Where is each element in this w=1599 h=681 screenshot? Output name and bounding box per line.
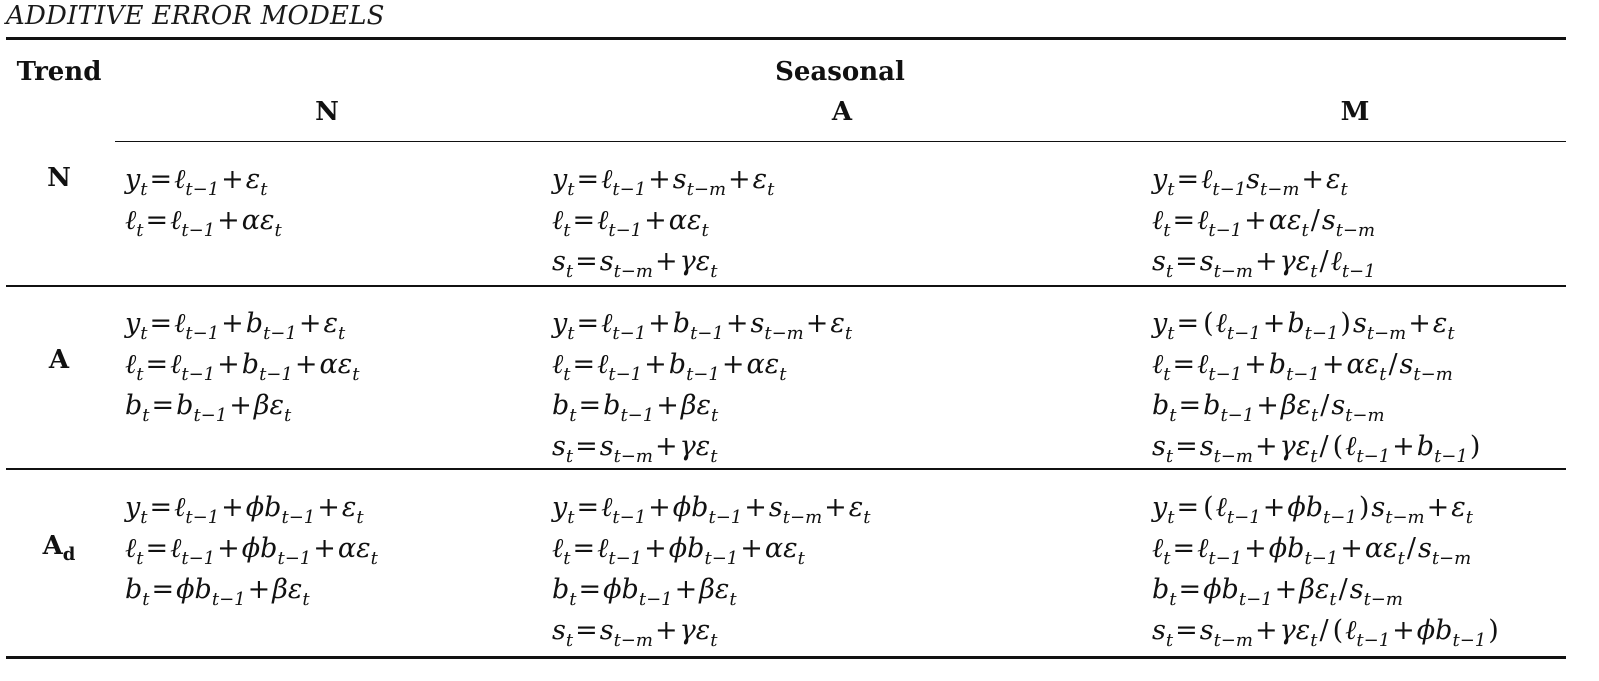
seasonal-subheader-rule: [115, 141, 1566, 142]
seasonal-header: Seasonal: [775, 57, 905, 87]
equation-line: $\ell_t=\ell_{t-1}+b_{t-1}+\alpha\varepsilon_t/s_{t-m}$: [1152, 349, 1453, 385]
equation-line: $\ell_t=\ell_{t-1}+\alpha\varepsilon_t$: [125, 205, 282, 241]
equation-line: $y_t=\ell_{t-1}+b_{t-1}+\varepsilon_t$: [125, 308, 346, 344]
equation-line: $y_t=\ell_{t-1}+\phi b_{t-1}+s_{t-m}+\varepsilon_t$: [552, 492, 871, 528]
bottom-rule: [6, 656, 1566, 659]
cell-n-a: [552, 159, 774, 282]
equation-line: $s_t=s_{t-m}+\gamma\varepsilon_t/$ $(\ell_{t-1}+b_{t-1})$: [1152, 431, 1481, 467]
equation-line: $s_t=s_{t-m}+\gamma\varepsilon_t/\ell_{t-1}$: [1152, 246, 1376, 282]
equation-line: $\ell_t=\ell_{t-1}+\alpha\varepsilon_t/s_{t-m}$: [1152, 205, 1376, 241]
trend-label-subscript: d: [62, 544, 76, 565]
equation-line: $\ell_t=\ell_{t-1}+\phi b_{t-1}+\alpha\varepsilon_t$: [552, 533, 805, 569]
equation-line: $y_t=$ $(\ell_{t-1}+b_{t-1})s_{t-m}+\varepsilon_t$: [1152, 308, 1455, 344]
column-header-m: M: [1340, 97, 1370, 127]
column-header-n: N: [315, 97, 339, 127]
equation-line: $\ell_t=\ell_{t-1}+b_{t-1}+\alpha\varepsilon_t$: [125, 349, 360, 385]
equation-line: $\ell_t=\ell_{t-1}+\alpha\varepsilon_t$: [552, 205, 709, 241]
column-header-a: A: [831, 97, 853, 127]
equation-line: $y_t=\ell_{t-1}+s_{t-m}+\varepsilon_t$: [552, 164, 775, 200]
equation-line: $\ell_t=\ell_{t-1}+\phi b_{t-1}+\alpha\varepsilon_t$: [125, 533, 378, 569]
equation-line: $y_t=\ell_{t-1}+b_{t-1}+s_{t-m}+\varepsilon_t$: [552, 308, 853, 344]
row-divider-2: [6, 468, 1566, 470]
cell-a-n: [125, 303, 359, 426]
cell-n-m: [1152, 159, 1376, 282]
cell-ad-a: [552, 487, 871, 651]
equation-line: $b_t=b_{t-1}+\beta\varepsilon_t/s_{t-m}$: [1152, 390, 1385, 426]
equation-line: $y_t=\ell_{t-1}+\phi b_{t-1}+\varepsilon_t$: [125, 492, 364, 528]
equation-line: $s_t=s_{t-m}+\gamma\varepsilon_t/$ $(\ell_{t-1}+\phi b_{t-1})$: [1152, 615, 1499, 651]
cell-a-m: [1152, 303, 1482, 467]
equation-line: $s_t=s_{t-m}+\gamma\varepsilon_t$: [552, 615, 718, 651]
equation-line: $b_t=\phi b_{t-1}+\beta\varepsilon_t$: [552, 574, 737, 610]
equation-line: $\ell_t=\ell_{t-1}+\phi b_{t-1}+\alpha\varepsilon_t/s_{t-m}$: [1152, 533, 1472, 569]
equation-line: $y_t=\ell_{t-1}s_{t-m}+\varepsilon_t$: [1152, 164, 1348, 200]
cell-ad-n: [125, 487, 378, 610]
top-rule: [6, 37, 1566, 40]
row-divider-1: [6, 285, 1566, 287]
equation-line: $b_t=b_{t-1}+\beta\varepsilon_t$: [125, 390, 292, 426]
equation-line: $y_t=$ $(\ell_{t-1}+\phi b_{t-1})s_{t-m}+\varepsilon_t$: [1152, 492, 1473, 528]
cell-a-a: [552, 303, 852, 467]
cell-ad-m: [1152, 487, 1501, 651]
trend-label-ad: $A_d$: [42, 531, 76, 565]
equation-line: $b_t=\phi b_{t-1}+\beta\varepsilon_t/s_{t-m}$: [1152, 574, 1403, 610]
equation-line: $b_t=\phi b_{t-1}+\beta\varepsilon_t$: [125, 574, 310, 610]
equation-line: $s_t=s_{t-m}+\gamma\varepsilon_t$: [552, 431, 718, 467]
equation-line: $\ell_t=\ell_{t-1}+b_{t-1}+\alpha\varepsilon_t$: [552, 349, 787, 385]
equation-line: $b_t=b_{t-1}+\beta\varepsilon_t$: [552, 390, 719, 426]
trend-label-n: N: [47, 163, 71, 193]
cell-n-n: [125, 159, 282, 241]
equation-line: $y_t=\ell_{t-1}+\varepsilon_t$: [125, 164, 268, 200]
trend-header: Trend: [16, 57, 102, 87]
trend-label-a: A: [48, 345, 70, 375]
equation-line: $s_t=s_{t-m}+\gamma\varepsilon_t$: [552, 246, 718, 282]
table-caption: ADDITIVE ERROR MODELS: [6, 1, 385, 31]
